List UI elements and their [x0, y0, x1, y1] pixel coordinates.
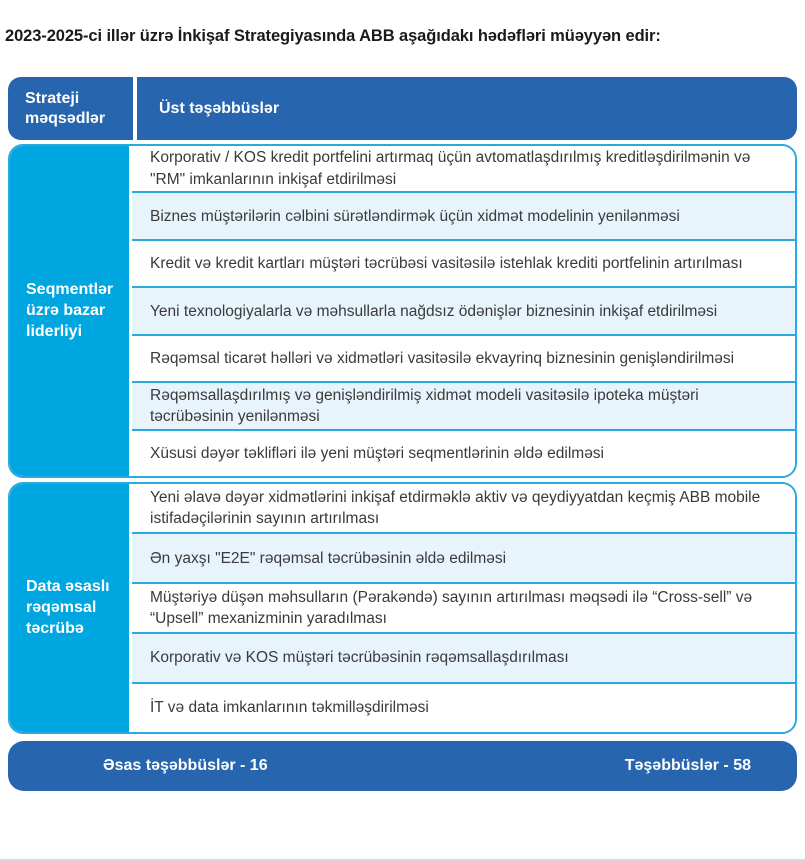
table-row: İT və data imkanlarının təkmilləşdirilməsi	[132, 682, 795, 732]
initiatives-count: Təşəbbüslər - 58	[624, 757, 751, 774]
strategy-section-2	[8, 482, 797, 734]
table-row: Rəqəmsal ticarət həlləri və xidmətləri vasitəsilə ekvayrinq biznesinin genişləndirilməsi	[132, 334, 795, 381]
strategic-goal-label: Seqmentlər üzrə bazar liderliyi	[10, 146, 132, 476]
header-col-strategic-goals: Strateji məqsədlər	[8, 77, 137, 140]
strategic-goal-label: Data əsaslı rəqəmsal təcrübə	[10, 484, 132, 732]
table-sections	[8, 144, 797, 734]
table-row: Korporativ / KOS kredit portfelini artırmaq üçün avtomatlaşdırılmış kreditləşdirilmənin və "RM" imkanlarının inkişaf etdirilməsi	[132, 146, 795, 191]
table-row: Xüsusi dəyər təklifləri ilə yeni müştəri seqmentlərinin əldə edilməsi	[132, 429, 795, 476]
strategy-section-1	[8, 144, 797, 478]
strategy-table	[8, 77, 797, 734]
table-row: Kredit və kredit kartları müştəri təcrübəsi vasitəsilə istehlak krediti portfelinin artırılması	[132, 239, 795, 286]
initiative-rows	[132, 146, 795, 476]
table-row: Biznes müştərilərin cəlbini sürətləndirmək üçün xidmət modelinin yenilənməsi	[132, 191, 795, 238]
initiative-rows	[132, 484, 795, 732]
page-title: 2023-2025-ci illər üzrə İnkişaf Strategiyasında ABB aşağıdakı hədəfləri müəyyən edir:	[5, 27, 661, 45]
table-row: Yeni əlavə dəyər xidmətlərini inkişaf etdirməklə aktiv və qeydiyyatdan keçmiş ABB mobile istifadəçilərinin sayının artırılması	[132, 484, 795, 532]
table-row: Müştəriyə düşən məhsulların (Pərakəndə) sayının artırılması məqsədi ilə “Cross-sell” və “Upsell” mexanizminin yaradılması	[132, 582, 795, 632]
table-row: Ən yaxşı "E2E" rəqəmsal təcrübəsinin əldə edilməsi	[132, 532, 795, 582]
header-col-top-initiatives: Üst təşəbbüslər	[159, 99, 280, 117]
main-initiatives-count: Əsas təşəbbüslər - 16	[103, 757, 268, 774]
table-row: Rəqəmsallaşdırılmış və genişləndirilmiş xidmət modeli vasitəsilə ipoteka müştəri təcrübəsinin yenilənməsi	[132, 381, 795, 428]
summary-bar	[8, 741, 797, 791]
table-row: Korporativ və KOS müştəri təcrübəsinin rəqəmsallaşdırılması	[132, 632, 795, 682]
table-header-row	[8, 77, 797, 140]
table-row: Yeni texnologiyalarla və məhsullarla nağdsız ödənişlər biznesinin inkişaf etdirilməsi	[132, 286, 795, 333]
